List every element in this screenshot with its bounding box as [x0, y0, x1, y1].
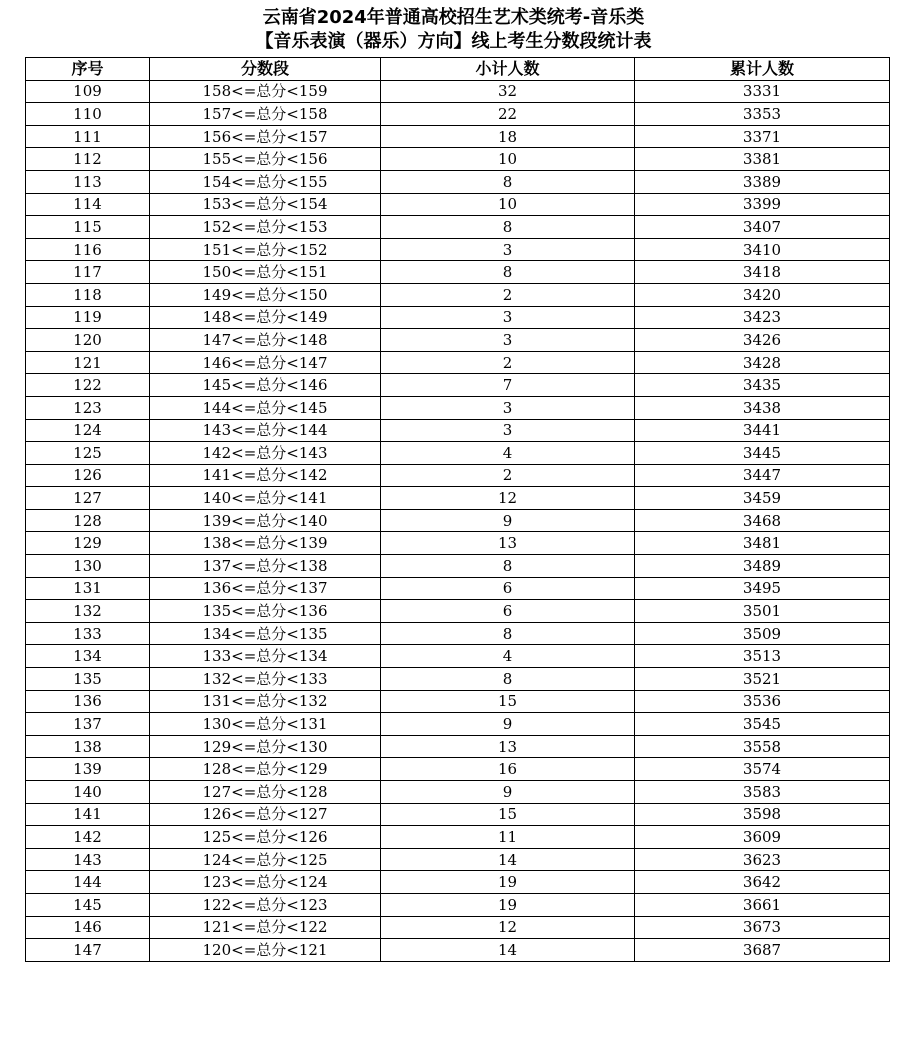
score-range-cell: 140<=总分<141	[150, 487, 381, 510]
cumulative-cell: 3481	[635, 532, 890, 555]
row-index-cell: 116	[26, 238, 150, 261]
row-index-cell: 113	[26, 170, 150, 193]
subtotal-cell: 3	[381, 396, 635, 419]
row-index-cell: 127	[26, 487, 150, 510]
subtotal-cell: 8	[381, 555, 635, 578]
cumulative-cell: 3661	[635, 893, 890, 916]
table-row	[26, 555, 890, 578]
table-row	[26, 690, 890, 713]
score-range-cell: 120<=总分<121	[150, 939, 381, 962]
score-range-cell: 145<=总分<146	[150, 374, 381, 397]
cumulative-cell: 3441	[635, 419, 890, 442]
cumulative-cell: 3558	[635, 735, 890, 758]
row-index-cell: 147	[26, 939, 150, 962]
row-index-cell: 130	[26, 555, 150, 578]
score-range-cell: 123<=总分<124	[150, 871, 381, 894]
cumulative-cell: 3536	[635, 690, 890, 713]
subtotal-cell: 9	[381, 781, 635, 804]
subtotal-cell: 32	[381, 80, 635, 103]
table-row	[26, 80, 890, 103]
row-index-cell: 117	[26, 261, 150, 284]
row-index-cell: 132	[26, 600, 150, 623]
row-index-cell: 134	[26, 645, 150, 668]
row-index-cell: 120	[26, 329, 150, 352]
table-row	[26, 509, 890, 532]
row-index-cell: 115	[26, 216, 150, 239]
cumulative-cell: 3381	[635, 148, 890, 171]
row-index-cell: 143	[26, 848, 150, 871]
score-range-cell: 157<=总分<158	[150, 103, 381, 126]
score-range-cell: 150<=总分<151	[150, 261, 381, 284]
subtotal-cell: 2	[381, 464, 635, 487]
row-index-cell: 133	[26, 622, 150, 645]
row-index-cell: 128	[26, 509, 150, 532]
score-range-cell: 136<=总分<137	[150, 577, 381, 600]
cumulative-cell: 3459	[635, 487, 890, 510]
row-index-cell: 136	[26, 690, 150, 713]
row-index-cell: 124	[26, 419, 150, 442]
cumulative-cell: 3609	[635, 826, 890, 849]
table-row	[26, 532, 890, 555]
cumulative-cell: 3468	[635, 509, 890, 532]
row-index-cell: 142	[26, 826, 150, 849]
subtotal-cell: 9	[381, 509, 635, 532]
cumulative-cell: 3583	[635, 781, 890, 804]
subtotal-cell: 6	[381, 577, 635, 600]
score-distribution-table	[25, 57, 890, 962]
table-row	[26, 916, 890, 939]
subtotal-cell: 8	[381, 216, 635, 239]
title-line-2: 【音乐表演（器乐）方向】线上考生分数段统计表	[255, 31, 652, 52]
table-row	[26, 306, 890, 329]
subtotal-cell: 2	[381, 351, 635, 374]
cumulative-cell: 3445	[635, 442, 890, 465]
cumulative-cell: 3423	[635, 306, 890, 329]
subtotal-cell: 8	[381, 261, 635, 284]
row-index-cell: 141	[26, 803, 150, 826]
table-row	[26, 442, 890, 465]
row-index-cell: 125	[26, 442, 150, 465]
subtotal-cell: 18	[381, 125, 635, 148]
score-range-cell: 146<=总分<147	[150, 351, 381, 374]
table-row	[26, 758, 890, 781]
cumulative-cell: 3623	[635, 848, 890, 871]
cumulative-cell: 3545	[635, 713, 890, 736]
subtotal-cell: 13	[381, 532, 635, 555]
row-index-cell: 131	[26, 577, 150, 600]
subtotal-cell: 9	[381, 713, 635, 736]
table-row	[26, 148, 890, 171]
table-row	[26, 848, 890, 871]
cumulative-cell: 3399	[635, 193, 890, 216]
score-range-cell: 127<=总分<128	[150, 781, 381, 804]
score-range-cell: 156<=总分<157	[150, 125, 381, 148]
score-range-cell: 139<=总分<140	[150, 509, 381, 532]
subtotal-cell: 2	[381, 283, 635, 306]
table-row	[26, 374, 890, 397]
subtotal-cell: 19	[381, 871, 635, 894]
table-row	[26, 238, 890, 261]
cumulative-cell: 3353	[635, 103, 890, 126]
row-index-cell: 110	[26, 103, 150, 126]
score-range-cell: 142<=总分<143	[150, 442, 381, 465]
table-row	[26, 939, 890, 962]
row-index-cell: 114	[26, 193, 150, 216]
table-row	[26, 781, 890, 804]
table-row	[26, 487, 890, 510]
subtotal-cell: 15	[381, 690, 635, 713]
score-range-cell: 155<=总分<156	[150, 148, 381, 171]
score-range-cell: 128<=总分<129	[150, 758, 381, 781]
table-header	[26, 58, 890, 81]
cumulative-cell: 3435	[635, 374, 890, 397]
score-range-cell: 129<=总分<130	[150, 735, 381, 758]
cumulative-cell: 3495	[635, 577, 890, 600]
row-index-cell: 118	[26, 283, 150, 306]
cumulative-cell: 3371	[635, 125, 890, 148]
table-row	[26, 396, 890, 419]
subtotal-cell: 15	[381, 803, 635, 826]
table-row	[26, 261, 890, 284]
table-row	[26, 577, 890, 600]
cumulative-cell: 3410	[635, 238, 890, 261]
subtotal-cell: 8	[381, 622, 635, 645]
row-index-cell: 122	[26, 374, 150, 397]
subtotal-cell: 4	[381, 645, 635, 668]
cumulative-cell: 3489	[635, 555, 890, 578]
table-row	[26, 803, 890, 826]
header-subtotal: 小计人数	[381, 58, 635, 81]
score-range-cell: 144<=总分<145	[150, 396, 381, 419]
table-row	[26, 645, 890, 668]
row-index-cell: 121	[26, 351, 150, 374]
subtotal-cell: 13	[381, 735, 635, 758]
subtotal-cell: 19	[381, 893, 635, 916]
row-index-cell: 129	[26, 532, 150, 555]
subtotal-cell: 4	[381, 442, 635, 465]
row-index-cell: 109	[26, 80, 150, 103]
row-index-cell: 139	[26, 758, 150, 781]
cumulative-cell: 3331	[635, 80, 890, 103]
cumulative-cell: 3673	[635, 916, 890, 939]
table-row	[26, 329, 890, 352]
score-range-cell: 125<=总分<126	[150, 826, 381, 849]
table-row	[26, 893, 890, 916]
subtotal-cell: 7	[381, 374, 635, 397]
cumulative-cell: 3438	[635, 396, 890, 419]
row-index-cell: 146	[26, 916, 150, 939]
score-range-cell: 121<=总分<122	[150, 916, 381, 939]
score-range-cell: 132<=总分<133	[150, 668, 381, 691]
score-range-cell: 124<=总分<125	[150, 848, 381, 871]
table-row	[26, 419, 890, 442]
cumulative-cell: 3428	[635, 351, 890, 374]
subtotal-cell: 14	[381, 939, 635, 962]
score-range-cell: 143<=总分<144	[150, 419, 381, 442]
cumulative-cell: 3426	[635, 329, 890, 352]
table-row	[26, 600, 890, 623]
cumulative-cell: 3501	[635, 600, 890, 623]
score-range-cell: 153<=总分<154	[150, 193, 381, 216]
table-row	[26, 193, 890, 216]
row-index-cell: 126	[26, 464, 150, 487]
score-range-cell: 154<=总分<155	[150, 170, 381, 193]
table-row	[26, 871, 890, 894]
header-row	[26, 58, 890, 81]
row-index-cell: 135	[26, 668, 150, 691]
cumulative-cell: 3418	[635, 261, 890, 284]
cumulative-cell: 3598	[635, 803, 890, 826]
subtotal-cell: 16	[381, 758, 635, 781]
table-row	[26, 464, 890, 487]
cumulative-cell: 3420	[635, 283, 890, 306]
row-index-cell: 119	[26, 306, 150, 329]
cumulative-cell: 3642	[635, 871, 890, 894]
row-index-cell: 111	[26, 125, 150, 148]
cumulative-cell: 3521	[635, 668, 890, 691]
score-range-cell: 152<=总分<153	[150, 216, 381, 239]
header-cumulative: 累计人数	[635, 58, 890, 81]
score-range-cell: 131<=总分<132	[150, 690, 381, 713]
table-row	[26, 622, 890, 645]
subtotal-cell: 8	[381, 668, 635, 691]
subtotal-cell: 14	[381, 848, 635, 871]
subtotal-cell: 22	[381, 103, 635, 126]
subtotal-cell: 11	[381, 826, 635, 849]
score-range-cell: 133<=总分<134	[150, 645, 381, 668]
row-index-cell: 144	[26, 871, 150, 894]
score-range-cell: 130<=总分<131	[150, 713, 381, 736]
score-range-cell: 126<=总分<127	[150, 803, 381, 826]
score-range-cell: 151<=总分<152	[150, 238, 381, 261]
table-row	[26, 283, 890, 306]
subtotal-cell: 12	[381, 916, 635, 939]
table-row	[26, 713, 890, 736]
subtotal-cell: 3	[381, 419, 635, 442]
subtotal-cell: 8	[381, 170, 635, 193]
cumulative-cell: 3389	[635, 170, 890, 193]
score-range-cell: 122<=总分<123	[150, 893, 381, 916]
table-row	[26, 735, 890, 758]
score-range-cell: 158<=总分<159	[150, 80, 381, 103]
score-range-cell: 134<=总分<135	[150, 622, 381, 645]
cumulative-cell: 3574	[635, 758, 890, 781]
score-range-cell: 138<=总分<139	[150, 532, 381, 555]
table-row	[26, 170, 890, 193]
cumulative-cell: 3513	[635, 645, 890, 668]
row-index-cell: 145	[26, 893, 150, 916]
table-row	[26, 351, 890, 374]
subtotal-cell: 3	[381, 306, 635, 329]
cumulative-cell: 3509	[635, 622, 890, 645]
subtotal-cell: 10	[381, 193, 635, 216]
header-index: 序号	[26, 58, 150, 81]
row-index-cell: 123	[26, 396, 150, 419]
table-row	[26, 668, 890, 691]
subtotal-cell: 3	[381, 329, 635, 352]
subtotal-cell: 12	[381, 487, 635, 510]
table-row	[26, 103, 890, 126]
subtotal-cell: 6	[381, 600, 635, 623]
cumulative-cell: 3447	[635, 464, 890, 487]
row-index-cell: 140	[26, 781, 150, 804]
subtotal-cell: 10	[381, 148, 635, 171]
table-row	[26, 125, 890, 148]
header-score-range: 分数段	[150, 58, 381, 81]
score-range-cell: 148<=总分<149	[150, 306, 381, 329]
row-index-cell: 112	[26, 148, 150, 171]
table-body	[26, 80, 890, 961]
score-range-cell: 147<=总分<148	[150, 329, 381, 352]
score-range-cell: 141<=总分<142	[150, 464, 381, 487]
cumulative-cell: 3687	[635, 939, 890, 962]
score-range-cell: 135<=总分<136	[150, 600, 381, 623]
table-row	[26, 216, 890, 239]
document-title	[0, 6, 907, 54]
subtotal-cell: 3	[381, 238, 635, 261]
table-row	[26, 826, 890, 849]
row-index-cell: 137	[26, 713, 150, 736]
score-range-cell: 137<=总分<138	[150, 555, 381, 578]
score-range-cell: 149<=总分<150	[150, 283, 381, 306]
row-index-cell: 138	[26, 735, 150, 758]
cumulative-cell: 3407	[635, 216, 890, 239]
title-line-1: 云南省2024年普通高校招生艺术类统考-音乐类	[262, 7, 645, 28]
